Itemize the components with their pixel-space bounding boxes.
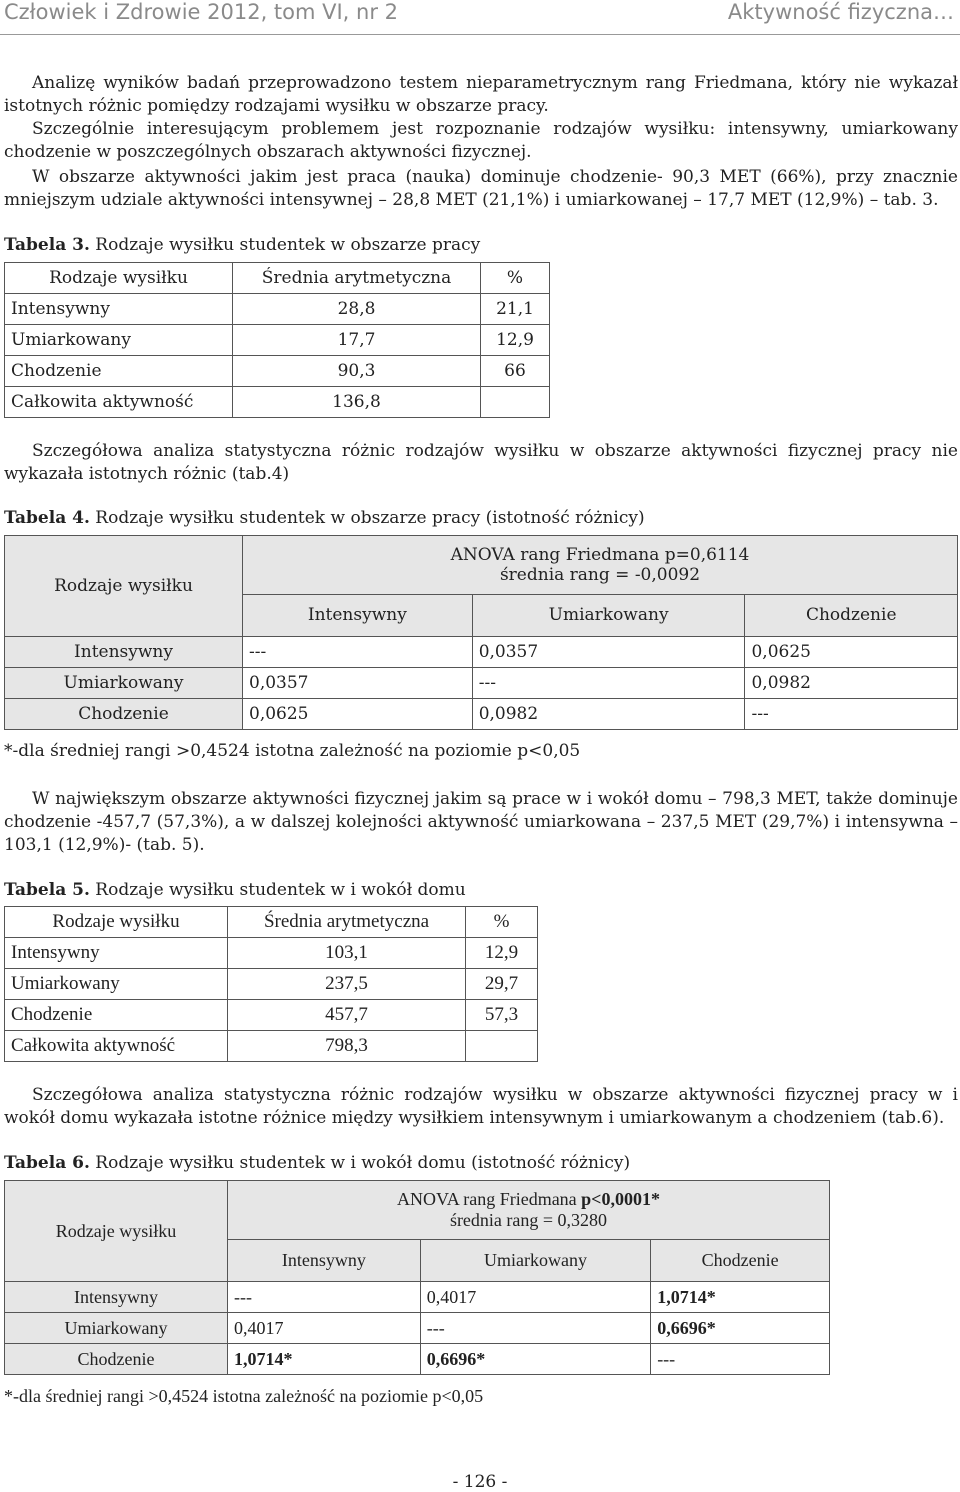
table-row: [5, 1181, 830, 1240]
table-cell: Rodzaje wysiłku: [5, 907, 228, 938]
table-row: [5, 668, 958, 699]
table-cell: Całkowita aktywność: [5, 387, 233, 418]
table-cell: Intensywny: [5, 637, 243, 668]
table-cell: 21,1: [481, 294, 550, 325]
table-cell: Chodzenie: [5, 1000, 228, 1031]
table-cell: Intensywny: [228, 1239, 421, 1281]
paragraph-6: Szczegółowa analiza statystyczna różnic rodzajów wysiłku w obszarze aktywności fizycznej pracy w i wokół domu wykazała istotne różnice między wysiłkiem intensywnym i umiarkowanym a chodzeniem (tab.6).: [4, 1085, 958, 1128]
table-row: [5, 938, 538, 969]
table-cell: Chodzenie: [5, 1344, 228, 1375]
table-cell: Średnia arytmetyczna: [228, 907, 466, 938]
paragraph-1: Analizę wyników badań przeprowadzono testem nieparametrycznym rang Friedmana, który nie wykazał istotnych różnic pomiędzy rodzajami wysiłku w obszarze pracy.: [4, 73, 958, 116]
table-cell: ---: [243, 637, 473, 668]
table-6-note: *-dla średniej rangi >0,4524 istotna zależność na poziomie p<0,05: [4, 1386, 484, 1406]
table-cell: 90,3: [233, 356, 481, 387]
table-cell: 0,6696*: [651, 1313, 830, 1344]
table-6: [4, 1180, 830, 1375]
running-header: [0, 0, 960, 35]
table-row: [5, 637, 958, 668]
table-cell: Chodzenie: [5, 356, 233, 387]
table-cell: 17,7: [233, 325, 481, 356]
table-cell: 28,8: [233, 294, 481, 325]
table-cell: 29,7: [466, 969, 538, 1000]
table-cell: Umiarkowany: [5, 969, 228, 1000]
table-cell: Intensywny: [5, 294, 233, 325]
table-cell: Rodzaje wysiłku: [5, 263, 233, 294]
table-cell: 66: [481, 356, 550, 387]
table-cell: Chodzenie: [5, 699, 243, 730]
table-cell: %: [466, 907, 538, 938]
table-cell: 237,5: [228, 969, 466, 1000]
paragraph-5: W największym obszarze aktywności fizycznej jakim są prace w i wokół domu – 798,3 MET, także dominuje chodzenie -457,7 (57,3%), a w dalszej kolejności aktywność umiarkowana – 237,5 MET (29,7%) i intensywna – 103,1 (12,9%)- (tab. 5).: [4, 789, 958, 855]
table-row: [5, 1344, 830, 1375]
table-row: [5, 325, 550, 356]
table-6-caption: Tabela 6. Rodzaje wysiłku studentek w i wokół domu (istotność różnicy): [4, 1153, 631, 1173]
table-cell: 0,0982: [472, 699, 745, 730]
table-cell: Średnia arytmetyczna: [233, 263, 481, 294]
table-cell: 0,4017: [420, 1282, 650, 1313]
table-cell: Umiarkowany: [5, 1313, 228, 1344]
table-cell: 12,9: [481, 325, 550, 356]
table-cell: 0,6696*: [420, 1344, 650, 1375]
table-cell: 0,4017: [228, 1313, 421, 1344]
table-row: [5, 969, 538, 1000]
table-row: [5, 1031, 538, 1062]
table-3-caption: Tabela 3. Rodzaje wysiłku studentek w obszarze pracy: [4, 235, 481, 255]
table-row: [5, 387, 550, 418]
table-cell: 57,3: [466, 1000, 538, 1031]
table-row: [5, 1000, 538, 1031]
table-cell: Umiarkowany: [472, 594, 745, 636]
table-row: [5, 907, 538, 938]
table-row: [5, 1282, 830, 1313]
table-cell: ---: [420, 1313, 650, 1344]
table-cell: Chodzenie: [745, 594, 958, 636]
table-cell: ---: [472, 668, 745, 699]
table-cell: 0,0357: [243, 668, 473, 699]
table-cell: Rodzaje wysiłku: [5, 536, 243, 637]
table-4-caption: Tabela 4. Rodzaje wysiłku studentek w obszarze pracy (istotność różnicy): [4, 508, 645, 528]
table-4: [4, 535, 958, 730]
table-row: [5, 294, 550, 325]
section-title: Aktywność fizyczna…: [727, 0, 954, 24]
table-cell: [466, 1031, 538, 1062]
table-cell: Rodzaje wysiłku: [5, 1181, 228, 1282]
table-cell: 136,8: [233, 387, 481, 418]
table-cell: 798,3: [228, 1031, 466, 1062]
table-row: [5, 1313, 830, 1344]
table-cell: [481, 387, 550, 418]
table-cell: ---: [228, 1282, 421, 1313]
table-cell: ANOVA rang Friedmana p=0,6114 średnia rang = -0,0092: [243, 536, 958, 595]
journal-title: Człowiek i Zdrowie 2012, tom VI, nr 2: [4, 0, 399, 24]
table-cell: 1,0714*: [228, 1344, 421, 1375]
table-5: [4, 906, 538, 1062]
paragraph-4: Szczegółowa analiza statystyczna różnic rodzajów wysiłku w obszarze aktywności fizycznej pracy nie wykazała istotnych różnic (tab.4): [4, 441, 958, 484]
table-cell: Całkowita aktywność: [5, 1031, 228, 1062]
table-row: [5, 356, 550, 387]
table-row: [5, 536, 958, 595]
table-cell: Intensywny: [5, 938, 228, 969]
table-cell: 0,0357: [472, 637, 745, 668]
table-cell: Chodzenie: [651, 1239, 830, 1281]
table-cell: 103,1: [228, 938, 466, 969]
table-row: [5, 263, 550, 294]
table-4-note: *-dla średniej rangi >0,4524 istotna zależność na poziomie p<0,05: [4, 741, 581, 761]
table-cell: Intensywny: [243, 594, 473, 636]
table-cell: ---: [651, 1344, 830, 1375]
table-3: [4, 262, 550, 418]
table-cell: ---: [745, 699, 958, 730]
table-cell: Intensywny: [5, 1282, 228, 1313]
table-cell: 1,0714*: [651, 1282, 830, 1313]
paragraph-2: Szczególnie interesującym problemem jest rozpoznanie rodzajów wysiłku: intensywny, umiarkowany chodzenie w poszczególnych obszarach aktywności fizycznej.: [4, 119, 958, 162]
table-cell: 457,7: [228, 1000, 466, 1031]
paragraph-3: W obszarze aktywności jakim jest praca (nauka) dominuje chodzenie- 90,3 MET (66%), przy znacznie mniejszym udziale aktywności intensywnej – 28,8 MET (21,1%) i umiarkowanej – 17,7 MET (12,9%) – tab. 3.: [4, 167, 958, 210]
table-5-caption: Tabela 5. Rodzaje wysiłku studentek w i wokół domu: [4, 880, 466, 900]
table-cell: 0,0625: [243, 699, 473, 730]
table-cell: ANOVA rang Friedmana p<0,0001* średnia rang = 0,3280: [228, 1181, 830, 1240]
table-cell: Umiarkowany: [5, 325, 233, 356]
table-cell: Umiarkowany: [420, 1239, 650, 1281]
table-cell: %: [481, 263, 550, 294]
table-cell: 0,0625: [745, 637, 958, 668]
page-number: - 126 -: [452, 1472, 508, 1492]
table-cell: 12,9: [466, 938, 538, 969]
table-row: [5, 699, 958, 730]
table-cell: Umiarkowany: [5, 668, 243, 699]
table-cell: 0,0982: [745, 668, 958, 699]
